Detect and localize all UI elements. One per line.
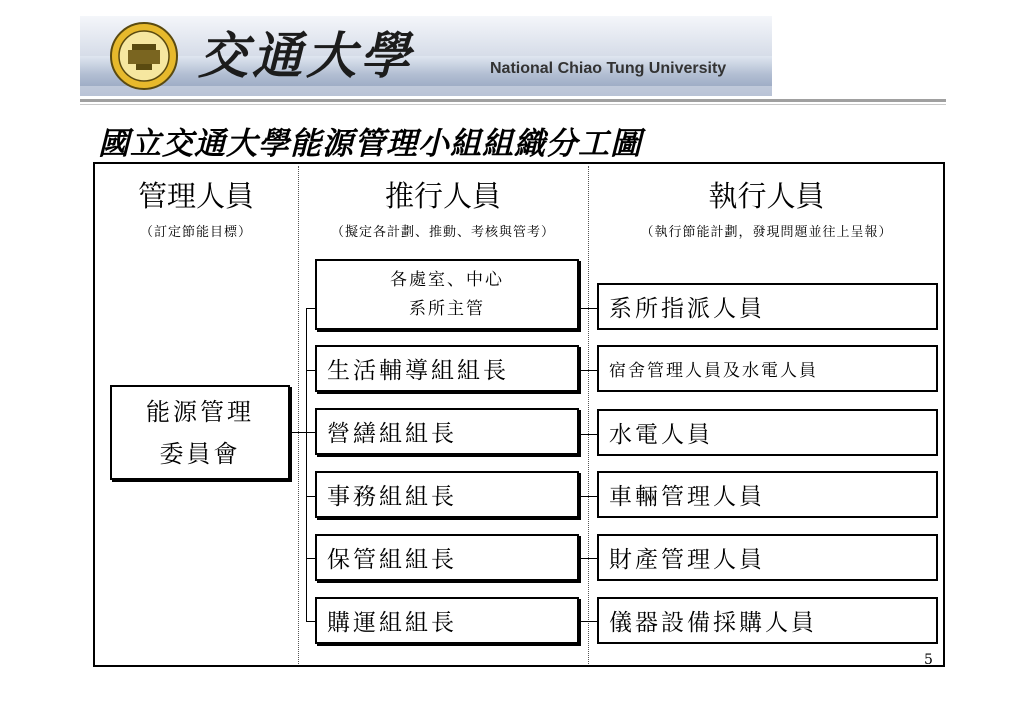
executor-box (597, 283, 938, 330)
executor-box (597, 409, 938, 456)
executor-label: 儀器設備採購人員 (609, 610, 817, 636)
promoter-label: 購運組組長 (327, 610, 457, 636)
promoter-box (315, 534, 579, 581)
executor-label: 車輛管理人員 (609, 484, 765, 510)
executor-label: 財產管理人員 (609, 547, 765, 573)
column-subtitle-management: （訂定節能目標） (139, 225, 252, 240)
column-heading-executors: 執行人員 (708, 179, 825, 213)
promoter-first-line1: 各處室、中心 (390, 269, 504, 290)
header-rule-thin (80, 104, 946, 105)
connector-pair (579, 370, 597, 371)
column-subtitle-promoters: （擬定各計劃、推動、考核與管考） (330, 225, 555, 240)
university-chinese-logo: 交通大學 (198, 26, 414, 85)
promoter-label: 營繕組組長 (327, 421, 457, 447)
page-title: 國立交通大學能源管理小組組織分工圖 (98, 126, 642, 162)
promoter-box (315, 408, 579, 455)
header-rule (80, 99, 946, 102)
university-banner (80, 16, 772, 96)
connector-promoters-trunk (306, 308, 307, 621)
executor-label: 系所指派人員 (609, 296, 765, 322)
executor-box (597, 534, 938, 581)
executor-label: 宿舍管理人員及水電人員 (609, 361, 818, 381)
promoter-label: 事務組組長 (327, 484, 457, 510)
connector-pair (579, 496, 597, 497)
executor-box (597, 597, 938, 644)
promoter-box (315, 471, 579, 518)
column-divider (588, 166, 589, 664)
executor-label: 水電人員 (609, 422, 713, 448)
promoter-label: 生活輔導組組長 (327, 358, 509, 384)
university-english-name: National Chiao Tung University (490, 60, 727, 77)
committee-line2: 委員會 (159, 439, 241, 468)
promoter-label: 保管組組長 (327, 547, 457, 573)
column-subtitle-executors: （執行節能計劃，發現問題並往上呈報） (640, 225, 893, 240)
promoter-box-department-heads (315, 259, 579, 330)
connector-committee (290, 432, 306, 433)
connector-pair (579, 558, 597, 559)
committee-box (110, 385, 290, 480)
committee-line1: 能源管理 (146, 397, 254, 426)
page-number: 5 (924, 652, 933, 668)
connector-pair (579, 308, 597, 309)
university-emblem-icon (108, 20, 180, 92)
connector-pair (579, 621, 597, 622)
column-divider (298, 166, 299, 664)
promoter-box (315, 597, 579, 644)
executor-box (597, 471, 938, 518)
executor-box (597, 345, 938, 392)
column-heading-promoters: 推行人員 (384, 179, 501, 213)
connector-pair (579, 434, 597, 435)
promoter-first-line2: 系所主管 (409, 298, 485, 319)
column-heading-management: 管理人員 (137, 179, 254, 213)
promoter-box (315, 345, 579, 392)
